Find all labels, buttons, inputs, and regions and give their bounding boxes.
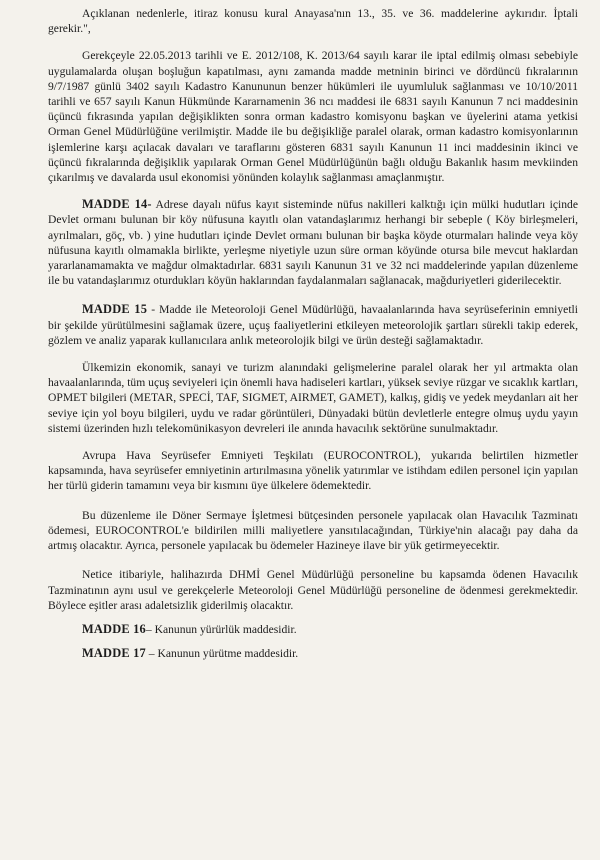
article-heading: MADDE 16 [82,621,146,636]
paragraph-gerekce [48,48,578,185]
article-heading: MADDE 14- [82,197,152,212]
paragraph-text: Bu düzenleme ile Döner Sermaye İşletmesi bütçesinden personele yapılacak olan Havacılık Tazminatı ödemesi, EUROCONTROL'e bildirilen milli maliyetlere yansıtılacağından, Türkiye'nin alacağı pay daha da artmış olacaktır. Ayrıca, personele yapılacak bu ödemeler Hazineye ilave bir yük getirmeyecektir. [48,508,578,553]
paragraph-text: Ülkemizin ekonomik, sanayi ve turizm alanındaki gelişmelerine paralel olarak her yıl artmakta olan havaalanlarında, tüm uçuş seviyeleri için önemli hava hadiseleri kartları, yüksek seviye rüzgar ve sıcaklık kartları, OPMET bilgileri (METAR, SPECİ, TAF, SIGMET, AIRMET, GAMET), kalkış, gidiş ve yedek meydanları ait her seviye için yol boyu bilgileri, uydu ve radar görüntüleri, Dünyadaki bütün devletlerle entegre olmuş uydu yayın sistemi üzerinden hızlı telekomünikasyon devreleri ile anında havacılık sektörüne sunulmaktadır. [48,361,578,435]
paragraph-madde-16 [48,622,578,637]
paragraph-conclusion [48,6,578,36]
paragraph-text: Açıklanan nedenlerle, itiraz konusu kural Anayasa'nın 13., 35. ve 36. maddelerine aykırıdır. İptali gerekir.", [48,7,578,36]
article-heading: MADDE 15 [82,302,148,317]
paragraph-text: Adrese dayalı nüfus kayıt sisteminde nüfus nakilleri kalktığı için mülki hudutları içinde Devlet ormanı bulunan bir köy nüfusuna kayıtlı olan vatandaşlarımız herhangi bir sebeple ( Köy birleşmeleri, ayrılmaları, göç, vb. ) yine hudutları içinde Devlet ormanı bulunan bir başka köyde oturmaları halinde veya köy nüfusuna kayıtlı olmamakla birlikte, yerleşme niyetiyle uzun süre orman köyünde otursa bile mevcut haklardan yararlanamamakta ve mağdur olmaktadırlar. 6831 sayılı Kanunun 31 ve 32 nci maddelerinde yapılan düzenleme ile bu vatandaşlarımız oturdukları köyün haklarından faydalanmaları sağlanacak, mağduriyetleri giderilecektir. [48,198,578,288]
paragraph-text: - Madde ile Meteoroloji Genel Müdürlüğü, havaalanlarında hava seyrüseferinin emniyetli bir şekilde yürütülmesini sağlamak üzere, uçuş faaliyetlerini etkileyen meteorolojik şartları sürekli takip ederek, gözlem ve analiz yaparak kullanıcılara anlık meteorolojik bilgi ve ürün desteği sağlamaktadır. [48,303,578,347]
paragraph-doner-sermaye [48,508,578,554]
paragraph-netice [48,567,578,613]
article-heading: MADDE 17 [82,646,146,661]
paragraph-eurocontrol [48,448,578,494]
paragraph-text: – Kanunun yürütme maddesidir. [145,647,299,661]
paragraph-text: Netice itibariyle, halihazırda DHMİ Genel Müdürlüğü personeline bu kapsamda ödenen Havacılık Tazminatının aynı usul ve gerekçelerle Meteoroloji Genel Müdürlüğü personeline de ödenmesi gerekmektedir. Böylece eşitler arası adaletsizlik giderilmiş olacaktır. [48,568,578,612]
paragraph-havaalanlari [48,360,578,436]
paragraph-text: Avrupa Hava Seyrüsefer Emniyeti Teşkilatı (EUROCONTROL), yukarıda belirtilen hizmetler kapsamında, hava seyrüsefer emniyetinin artırılmasına yönelik yatırımlar ve istihdam edilen personel için yapılan her türlü giderin tamamını veya bir kısmını üye ülkelere ödemektedir. [48,449,578,493]
paragraph-text: – Kanunun yürürlük maddesidir. [145,622,297,636]
paragraph-madde-17 [48,646,578,661]
paragraph-madde-15 [48,302,578,348]
paragraph-madde-14 [48,197,578,288]
paragraph-text: Gerekçeyle 22.05.2013 tarihli ve E. 2012/108, K. 2013/64 sayılı karar ile iptal edilmiş olması sebebiyle uygulamalarda oluşan boşluğun kapatılması, aynı zamanda madde metninin birinci ve dördüncü fıkralarının 9/7/1987 günlü 3402 sayılı Kadastro Kanununun benzer hükümleri ile uyumluluk sağlanması ve 10/10/2011 tarihli ve 657 sayılı Kanun Hükmünde Kararnamenin 36 ncı maddesi ile 6831 sayılı Kanunun 7 nci maddesinin üçüncü fıkrasında yapılan değişiklikten sonra orman kadastro komisyonu başkan ve üyelerini atama yetkisi Orman Genel Müdürlüğüne verilmiştir. Madde ile bu değişikliğe paralel olarak, orman kadastro komisyonlarının işlemlerine karşı açılacak davaları ve taraflarını gösteren 6831 sayılı Kanunun 11 inci maddesinin ikinci ve üçüncü fıkralarında değişiklik yapılarak Orman Genel Müdürlüğünün bağlı olduğu Bakanlık hasım mevkiinden çıkarılmış ve davalarda usul ekonomisi yönünden kolaylık sağlanması amaçlanmıştır. [48,49,578,185]
